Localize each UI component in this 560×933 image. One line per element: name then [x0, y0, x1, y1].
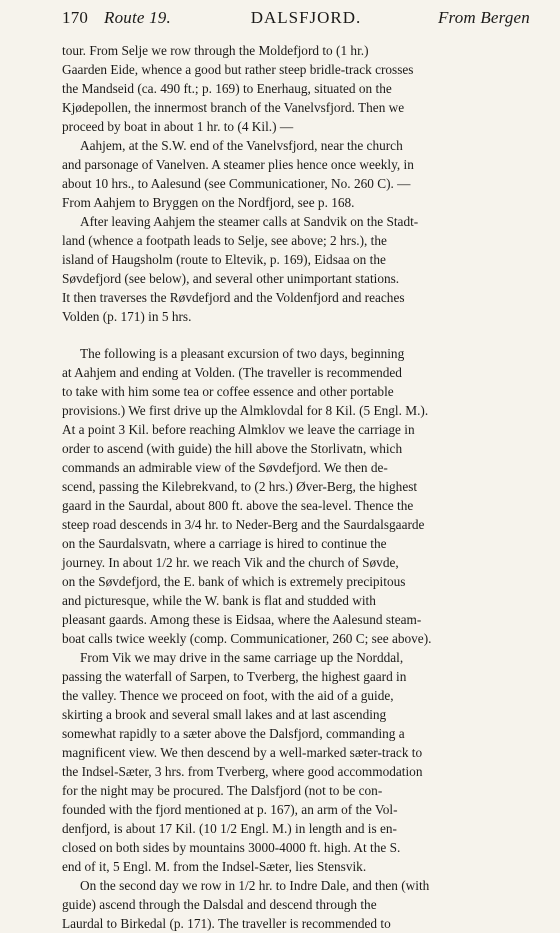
paragraph-second-day [62, 876, 530, 933]
paragraph-aahjem [62, 136, 530, 212]
text-line: order to ascend (with guide) the hill above the Storlivatn, which [62, 441, 403, 456]
text-line: at Aahjem and ending at Volden. (The traveller is recommended [62, 365, 402, 380]
text-line: passing the waterfall of Sarpen, to Tverberg, the highest gaard in [62, 669, 407, 684]
text-line: island of Haugsholm (route to Eltevik, p. 169), Eidsaa on the [62, 252, 386, 267]
text-line: proceed by boat in about 1 hr. to (4 Kil.) — [62, 119, 294, 134]
paragraph-tour [62, 41, 530, 136]
page-number: 170 [62, 8, 89, 27]
text-line: denfjord, is about 17 Kil. (10 1/2 Engl. M.) in length and is en- [62, 821, 397, 836]
route-label: Route 19. [104, 8, 171, 27]
text-line: gaard in the Saurdal, about 800 ft. above the sea-level. Thence the [62, 498, 414, 513]
text-line: land (whence a footpath leads to Selje, see above; 2 hrs.), the [62, 233, 387, 248]
text-line: Kjødepollen, the innermost branch of the Vanelvsfjord. Then we [62, 100, 405, 115]
text-line: steep road descends in 3/4 hr. to Neder-Berg and the Saurdalsgaarde [62, 517, 425, 532]
text-line: tour. From Selje we row through the Moldefjord to (1 hr.) [62, 43, 369, 58]
text-line: commands an admirable view of the Søvdefjord. We then de- [62, 460, 388, 475]
text-line: founded with the fjord mentioned at p. 167), an arm of the Vol- [62, 802, 398, 817]
text-line: the Mandseid (ca. 490 ft.; p. 169) to Enerhaug, situated on the [62, 81, 392, 96]
text-line: At a point 3 Kil. before reaching Almklov we leave the carriage in [62, 422, 415, 437]
text-line: somewhat rapidly to a sæter above the Dalsfjord, commanding a [62, 726, 405, 741]
text-line: Volden (p. 171) in 5 hrs. [62, 309, 192, 324]
text-line: Søvdefjord (see below), and several other unimportant stations. [62, 271, 400, 286]
text-line: on the Søvdefjord, the E. bank of which is extremely precipitous [62, 574, 406, 589]
text-line: magnificent view. We then descend by a well-marked sæter-track to [62, 745, 423, 760]
text-line: about 10 hrs., to Aalesund (see Communicationer, No. 260 C). — [62, 176, 411, 191]
text-line: Gaarden Eide, whence a good but rather steep bridle-track crosses [62, 62, 414, 77]
text-line: The following is a pleasant excursion of two days, beginning [80, 346, 405, 361]
text-line: Aahjem, at the S.W. end of the Vanelvsfjord, near the church [80, 138, 403, 153]
text-line: end of it, 5 Engl. M. from the Indsel-Sæter, lies Stensvik. [62, 859, 367, 874]
text-line: From Vik we may drive in the same carriage up the Norddal, [80, 650, 404, 665]
body-text [62, 41, 530, 933]
text-line: closed on both sides by mountains 3000-4000 ft. high. At the S. [62, 840, 401, 855]
text-line: and parsonage of Vanelven. A steamer plies hence once weekly, in [62, 157, 414, 172]
text-line: the Indsel-Sæter, 3 hrs. from Tverberg, where good accommodation [62, 764, 423, 779]
text-line: scend, passing the Kilebrekvand, to (2 hrs.) Øver-Berg, the highest [62, 479, 418, 494]
text-line: On the second day we row in 1/2 hr. to Indre Dale, and then (with [80, 878, 430, 893]
text-line: provisions.) We first drive up the Almklovdal for 8 Kil. (5 Engl. M.). [62, 403, 429, 418]
text-line: Laurdal to Birkedal (p. 171). The traveller is recommended to [62, 916, 391, 931]
text-line: on the Saurdalsvatn, where a carriage is hired to continue the [62, 536, 387, 551]
text-line: It then traverses the Røvdefjord and the Voldenfjord and reaches [62, 290, 405, 305]
text-line: to take with him some tea or coffee essence and other portable [62, 384, 394, 399]
paragraph-vik [62, 648, 530, 876]
text-line: guide) ascend through the Dalsdal and descend through the [62, 897, 377, 912]
text-line: From Aahjem to Bryggen on the Nordfjord, see p. 168. [62, 195, 355, 210]
paragraph-excursion [62, 344, 530, 648]
text-line: for the night may be procured. The Dalsfjord (not to be con- [62, 783, 383, 798]
text-line: After leaving Aahjem the steamer calls at Sandvik on the Stadt- [80, 214, 419, 229]
text-line: and picturesque, while the W. bank is flat and studded with [62, 593, 376, 608]
text-line: skirting a brook and several small lakes and at last ascending [62, 707, 387, 722]
text-line: boat calls twice weekly (comp. Communicationer, 260 C; see above). [62, 631, 432, 646]
running-header [62, 8, 530, 34]
direction-label: From Bergen [437, 8, 530, 27]
text-line: journey. In about 1/2 hr. we reach Vik and the church of Søvde, [62, 555, 399, 570]
page-title: DALSFJORD. [250, 8, 362, 27]
section-gap [62, 326, 530, 344]
text-line: pleasant gaards. Among these is Eidsaa, where the Aalesund steam- [62, 612, 422, 627]
text-line: the valley. Thence we proceed on foot, with the aid of a guide, [62, 688, 394, 703]
paragraph-steamer [62, 212, 530, 326]
